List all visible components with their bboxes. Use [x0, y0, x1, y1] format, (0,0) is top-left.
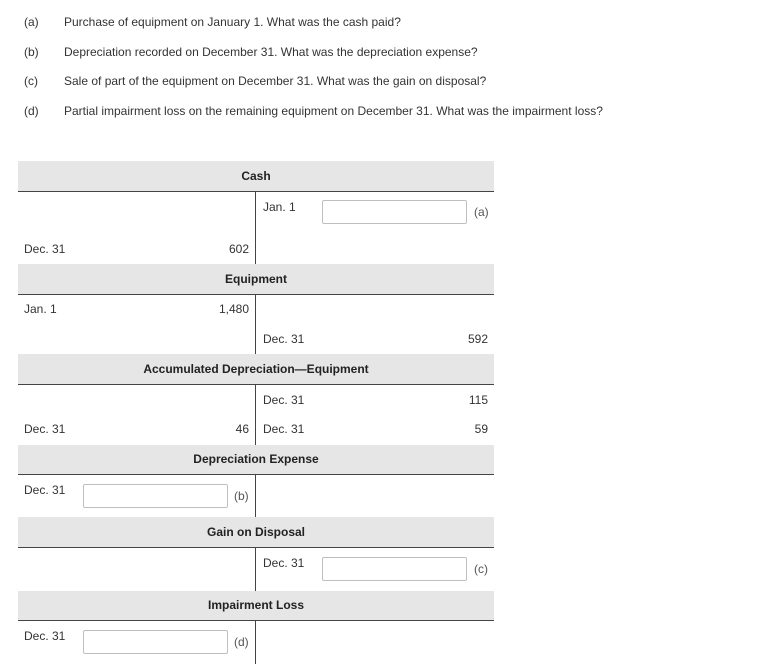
cash-debit-amount: 602	[228, 242, 249, 256]
equipment-t-divider	[255, 295, 256, 354]
impairment-t-divider	[255, 621, 256, 664]
question-label: (b)	[24, 45, 39, 59]
question-text: Purchase of equipment on January 1. What was the cash paid?	[64, 15, 401, 29]
accum-dep-credit2-amount: 59	[474, 422, 488, 436]
cash-debit-date: Dec. 31	[24, 242, 66, 256]
dep-exp-debit-tag: (b)	[234, 489, 249, 503]
question-text: Depreciation recorded on December 31. What was the depreciation expense?	[64, 45, 478, 59]
cash-account-title: Cash	[18, 161, 494, 192]
accum-dep-credit1-date: Dec. 31	[263, 393, 305, 407]
gain-credit-tag: (c)	[474, 562, 488, 576]
gain-credit-date: Dec. 31	[263, 556, 305, 570]
impairment-debit-tag: (d)	[234, 635, 249, 649]
dep-exp-debit-input-b[interactable]	[83, 484, 228, 508]
accum-dep-t-divider	[255, 385, 256, 445]
accum-dep-account-title: Accumulated Depreciation—Equipment	[18, 354, 494, 385]
cash-t-divider	[255, 192, 256, 264]
cash-credit-input-a[interactable]	[322, 200, 467, 224]
gain-t-divider	[255, 548, 256, 591]
question-label: (a)	[24, 15, 39, 29]
equipment-debit-date: Jan. 1	[24, 302, 57, 316]
question-text: Sale of part of the equipment on December 31. What was the gain on disposal?	[64, 74, 487, 88]
impairment-debit-input-d[interactable]	[83, 630, 228, 654]
accum-dep-debit-date: Dec. 31	[24, 422, 66, 436]
accum-dep-debit-amount: 46	[235, 422, 249, 436]
question-text: Partial impairment loss on the remaining equipment on December 31. What was the impairment loss?	[64, 104, 603, 118]
question-label: (d)	[24, 104, 39, 118]
accum-dep-credit1-amount: 115	[468, 393, 488, 407]
equipment-credit-date: Dec. 31	[263, 332, 305, 346]
question-label: (c)	[24, 74, 38, 88]
dep-exp-t-divider	[255, 475, 256, 517]
gain-credit-input-c[interactable]	[322, 557, 467, 581]
equipment-account-title: Equipment	[18, 264, 494, 295]
dep-exp-debit-date: Dec. 31	[24, 483, 66, 497]
cash-credit-tag: (a)	[474, 205, 489, 219]
gain-account-title: Gain on Disposal	[18, 517, 494, 548]
impairment-debit-date: Dec. 31	[24, 629, 66, 643]
accum-dep-credit2-date: Dec. 31	[263, 422, 305, 436]
cash-credit-date: Jan. 1	[263, 200, 296, 214]
equipment-credit-amount: 592	[467, 332, 488, 346]
impairment-account-title: Impairment Loss	[18, 591, 494, 621]
dep-exp-account-title: Depreciation Expense	[18, 445, 494, 475]
equipment-debit-amount: 1,480	[218, 302, 249, 316]
